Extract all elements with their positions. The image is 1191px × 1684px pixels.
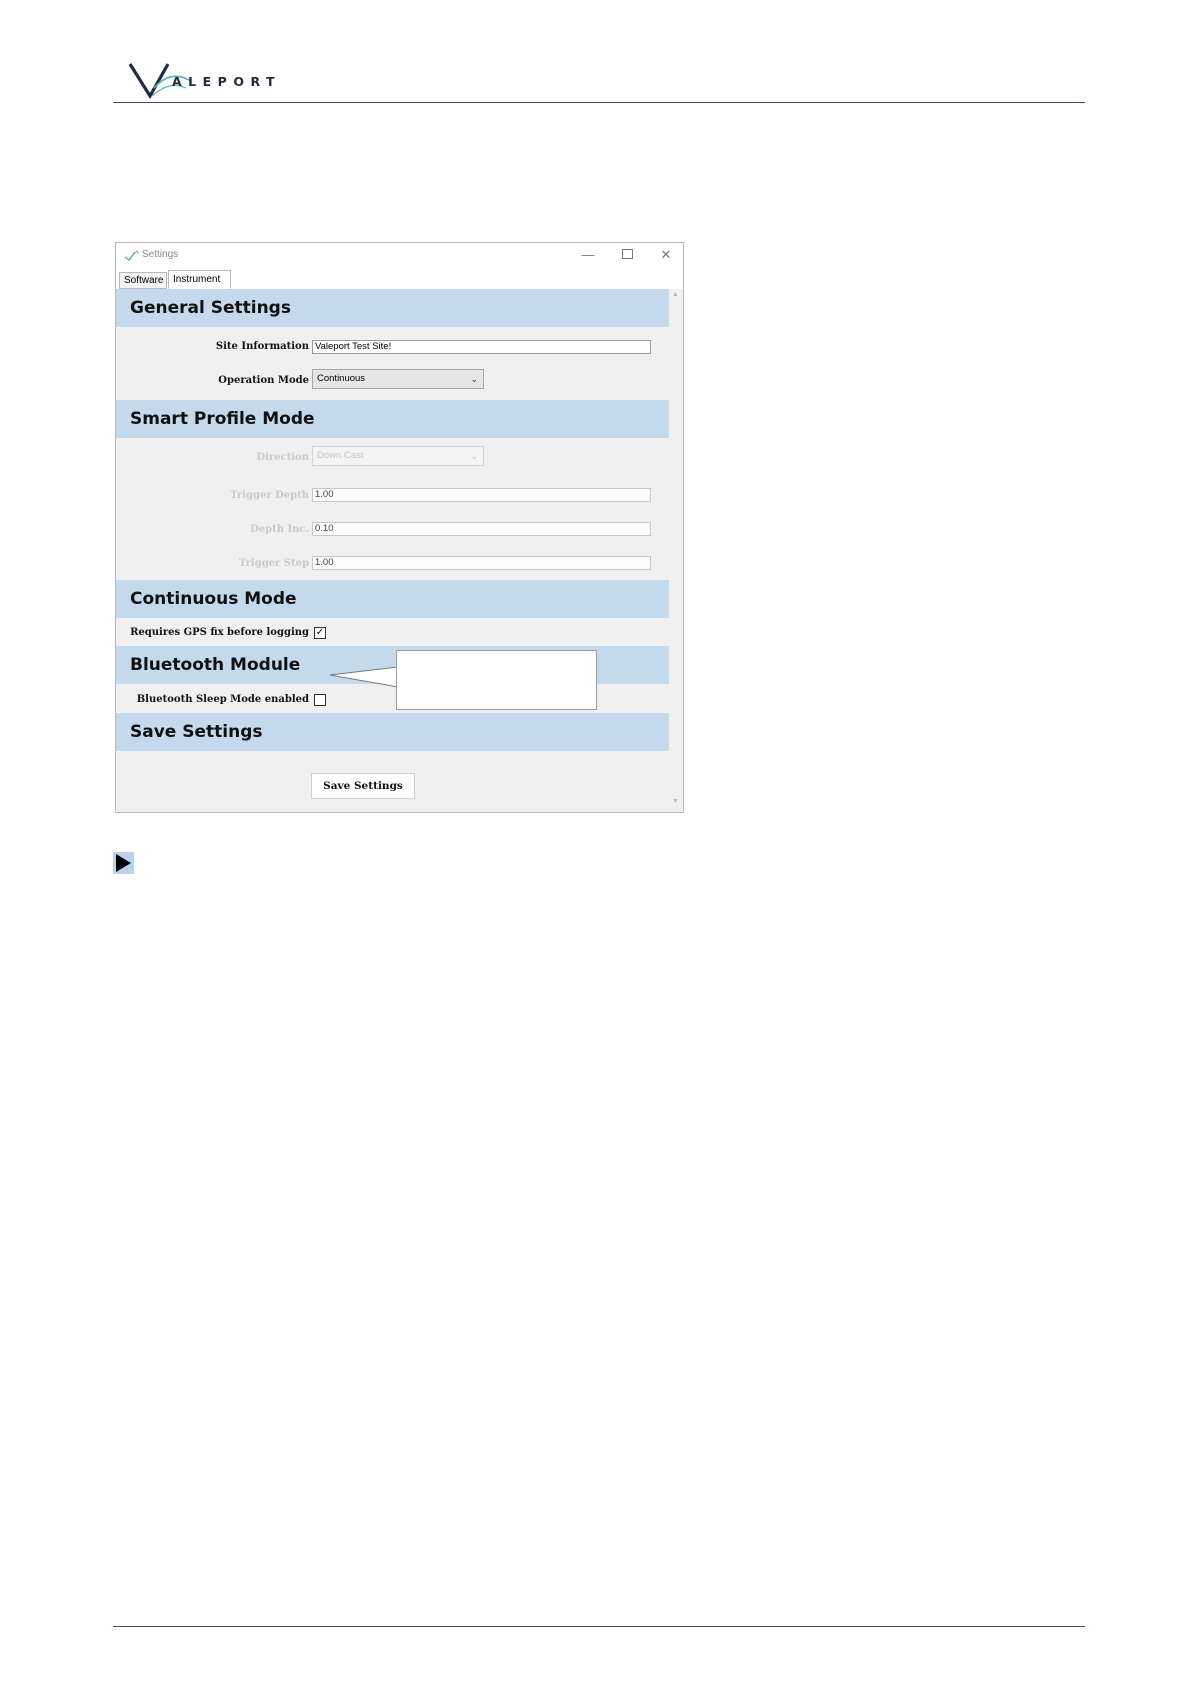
settings-content: [116, 289, 669, 813]
footer-rule: [113, 1626, 1085, 1627]
section-continuous-mode: [116, 580, 669, 618]
site-information-input[interactable]: Valeport Test Site!: [312, 340, 651, 354]
tab-software[interactable]: Software: [119, 272, 167, 289]
logo-wordmark: ALEPORT: [172, 74, 282, 89]
section-title: Smart Profile Mode: [130, 409, 315, 429]
depth-inc-label: Depth Inc.: [250, 524, 309, 535]
save-settings-button[interactable]: Save Settings: [311, 773, 415, 799]
maximize-button[interactable]: [616, 245, 638, 265]
direction-value: Down Cast: [317, 450, 364, 461]
trigger-depth-input[interactable]: 1.00: [312, 488, 651, 502]
section-save-settings: [116, 713, 669, 751]
app-icon: [124, 250, 140, 262]
tab-strip: [116, 269, 683, 289]
chevron-down-icon: ⌄: [470, 374, 478, 384]
window-title: Settings: [142, 249, 179, 260]
play-icon: [113, 852, 134, 874]
bluetooth-sleep-checkbox[interactable]: [314, 694, 326, 706]
close-button[interactable]: ✕: [660, 247, 672, 262]
operation-mode-select[interactable]: [312, 369, 484, 389]
gps-fix-checkbox[interactable]: ✓: [315, 627, 325, 638]
section-title: Save Settings: [130, 722, 263, 742]
section-title: General Settings: [130, 298, 291, 318]
operation-mode-value: Continuous: [317, 373, 366, 384]
minimize-button[interactable]: —: [581, 247, 595, 262]
trigger-step-input[interactable]: 1.00: [312, 556, 651, 570]
depth-inc-input[interactable]: 0.10: [312, 522, 651, 536]
scroll-down-icon[interactable]: ▼: [672, 798, 679, 805]
header-rule: [113, 102, 1085, 103]
operation-mode-label: Operation Mode: [218, 375, 309, 386]
section-general-settings: [116, 289, 669, 327]
callout-pointer: [328, 661, 400, 691]
section-smart-profile-mode: [116, 400, 669, 438]
direction-label: Direction: [256, 452, 309, 463]
section-title: Bluetooth Module: [130, 655, 301, 675]
scroll-up-icon[interactable]: ▲: [672, 291, 679, 298]
play-triangle: [113, 852, 134, 874]
bluetooth-sleep-label: Bluetooth Sleep Mode enabled: [136, 694, 309, 705]
gps-fix-label: Requires GPS fix before logging: [130, 627, 309, 638]
direction-select[interactable]: [312, 446, 484, 466]
callout-box: [396, 650, 597, 710]
tab-instrument[interactable]: Instrument: [168, 270, 231, 289]
section-title: Continuous Mode: [130, 589, 297, 609]
chevron-down-icon: ⌄: [470, 451, 478, 461]
trigger-depth-label: Trigger Depth: [230, 490, 309, 501]
settings-window: [115, 242, 684, 813]
title-bar: [116, 243, 683, 269]
trigger-step-label: Trigger Step: [238, 558, 309, 569]
site-information-label: Site Information: [215, 341, 309, 352]
